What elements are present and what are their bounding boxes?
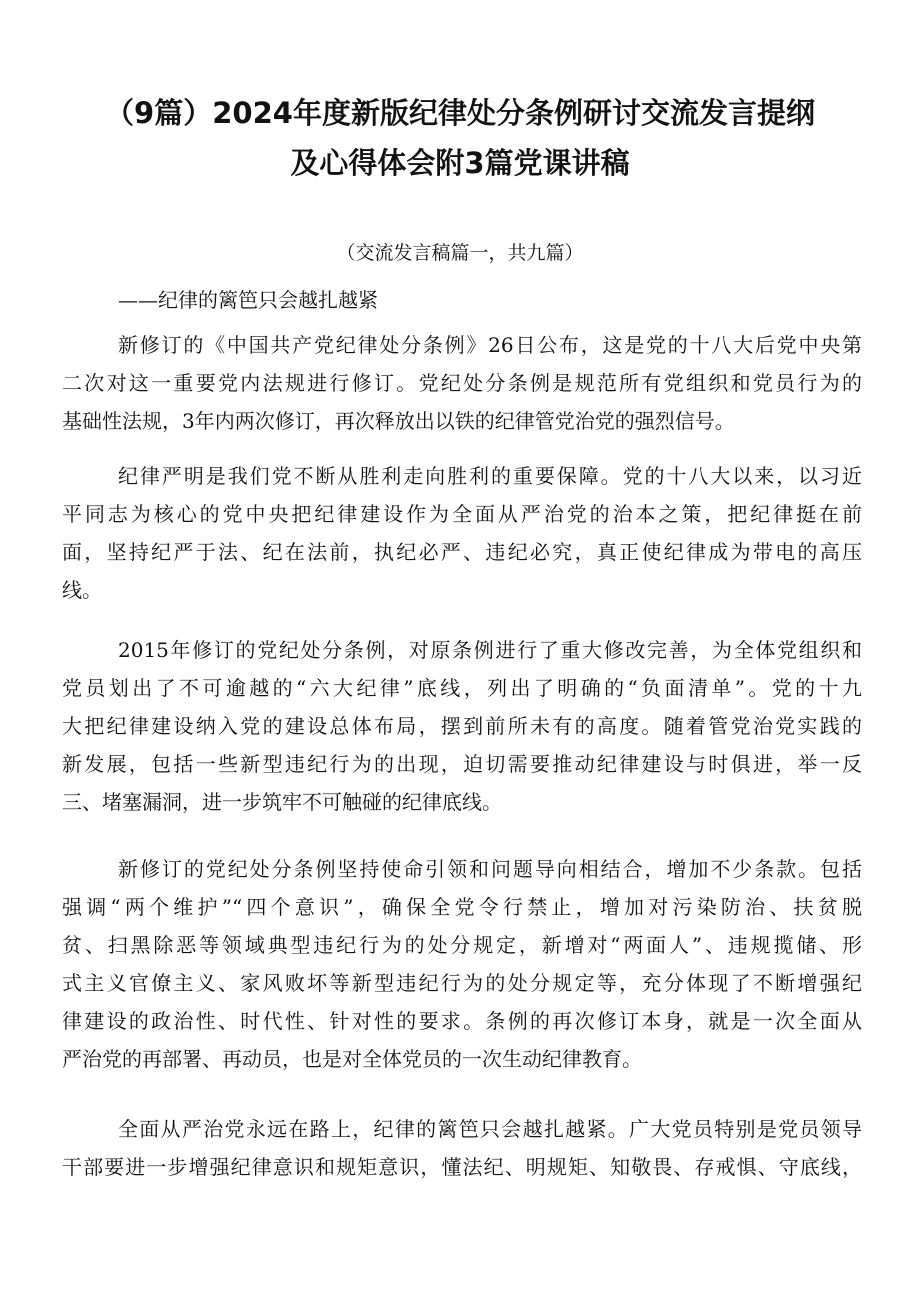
paragraph-line: 党员划出了不可逾越的“六大纪律”底线，列出了明确的“负面清单”。党的十九	[62, 676, 862, 700]
title-line-2: 及心得体会附3篇党课讲稿	[290, 146, 630, 180]
paragraph-line: 纪律严明是我们党不断从胜利走向胜利的重要保障。党的十八大以来，以习近	[118, 464, 862, 488]
paragraph-line: 2015年修订的党纪处分条例，对原条例进行了重大修改完善，为全体党组织和	[118, 638, 862, 662]
paragraph-line: 式主义官僚主义、家风败坏等新型违纪行为的处分规定等，充分体现了不断增强纪	[62, 971, 862, 995]
paragraph-line: 新发展，包括一些新型违纪行为的出现，迫切需要推动纪律建设与时俱进，举一反	[62, 752, 862, 776]
paragraph-line: 贫、扫黑除恶等领域典型违纪行为的处分规定，新增对“两面人”、违规揽储、形	[62, 933, 862, 957]
paragraph-2	[62, 457, 862, 609]
paragraph-5	[62, 1110, 862, 1186]
paragraph-1	[62, 326, 862, 440]
paragraph-line: 平同志为核心的党中央把纪律建设作为全面从严治党的治本之策，把纪律挺在前	[62, 502, 862, 526]
paragraph-line: 强调“两个维护”“四个意识”，确保全党令行禁止，增加对污染防治、扶贫脱	[62, 895, 862, 919]
paragraph-line: 干部要进一步增强纪律意识和规矩意识，懂法纪、明规矩、知敬畏、存戒惧、守底线，	[62, 1155, 862, 1179]
paragraph-line: 线。	[62, 578, 102, 602]
document-subtitle: （交流发言稿篇一，共九篇）	[336, 242, 584, 264]
paragraph-line: 新修订的党纪处分条例坚持使命引领和问题导向相结合，增加不少条款。包括	[118, 857, 862, 881]
paragraph-line: 基础性法规，3年内两次修订，再次释放出以铁的纪律管党治党的强烈信号。	[62, 409, 735, 433]
title-line-1: （9篇）2024年度新版纪律处分条例研讨交流发言提纲	[105, 96, 815, 130]
lead-line: ——纪律的篱笆只会越扎越紧	[118, 288, 378, 312]
paragraph-line: 大把纪律建设纳入党的建设总体布局，摆到前所未有的高度。随着管党治党实践的	[62, 714, 862, 738]
paragraph-line: 律建设的政治性、时代性、针对性的要求。条例的再次修订本身，就是一次全面从	[62, 1009, 862, 1033]
paragraph-line: 新修订的《中国共产党纪律处分条例》26日公布，这是党的十八大后党中央第	[118, 333, 862, 357]
paragraph-line: 三、堵塞漏洞，进一步筑牢不可触碰的纪律底线。	[62, 790, 502, 814]
paragraph-line: 二次对这一重要党内法规进行修订。党纪处分条例是规范所有党组织和党员行为的	[62, 371, 862, 395]
paragraph-line: 全面从严治党永远在路上，纪律的篱笆只会越扎越紧。广大党员特别是党员领导	[118, 1117, 862, 1141]
document-title	[40, 88, 880, 188]
paragraph-3	[62, 631, 862, 821]
paragraph-line: 严治党的再部署、再动员，也是对全体党员的一次生动纪律教育。	[62, 1047, 642, 1071]
paragraph-line: 面，坚持纪严于法、纪在法前，执纪必严、违纪必究，真正使纪律成为带电的高压	[62, 540, 862, 564]
paragraph-4	[62, 850, 862, 1078]
